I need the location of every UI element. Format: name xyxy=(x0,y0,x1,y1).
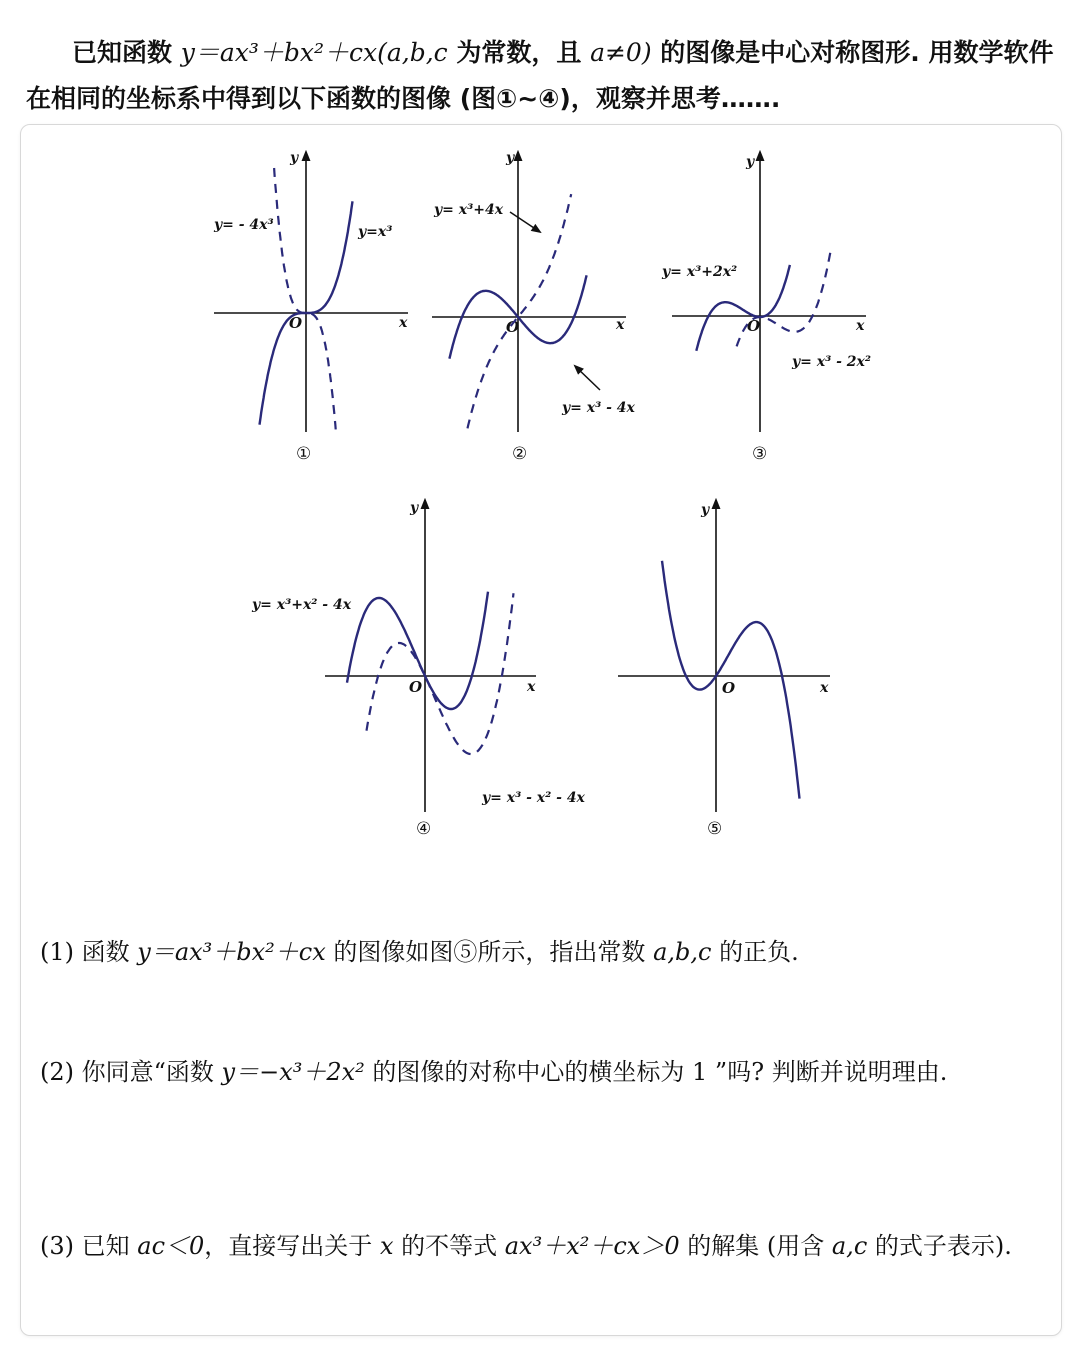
question-3 xyxy=(40,1218,1030,1274)
intro-text-3: 的图像是中心对称图形. 用数学软件在相同的坐标系中得到以下函数的图像 (图①~④)，观察并思考……. xyxy=(26,38,1054,113)
q3-text-e: 的式子表示). xyxy=(867,1232,1012,1260)
fig4-x-label: x xyxy=(527,679,536,695)
q3-text-a: 已知 xyxy=(74,1232,138,1260)
intro-text-2: 为常数，且 xyxy=(447,38,591,67)
fig2-pointer-b xyxy=(575,366,600,390)
fig4-number: ④ xyxy=(416,819,432,839)
fig1-x-label: x xyxy=(399,315,408,331)
fig4-label-a: y= x³+x² - 4x xyxy=(252,597,352,613)
q1-number: (1) xyxy=(40,938,74,966)
fig5-number: ⑤ xyxy=(707,819,723,839)
fig2-y-label: y xyxy=(506,150,515,166)
question-1 xyxy=(40,924,1040,980)
q2-text-b: 的图像的对称中心的横坐标为 1 ”吗? 判断并说明理由. xyxy=(364,1058,948,1086)
q1-math-b: a,b,c xyxy=(653,938,712,966)
fig4-curve-minus xyxy=(367,593,514,754)
q3-text-b: ，直接写出关于 xyxy=(204,1232,380,1260)
q3-math-c: ax³＋x²＋cx＞0 xyxy=(504,1232,680,1260)
q1-math-a: y＝ax³＋bx²＋cx xyxy=(137,938,326,966)
question-2 xyxy=(40,1044,1020,1100)
fig4-y-label: y xyxy=(410,500,419,516)
q2-number: (2) xyxy=(40,1058,74,1086)
fig3-number: ③ xyxy=(752,444,768,464)
intro-math-1: y＝ax³＋bx²＋cx(a,b,c xyxy=(180,38,448,67)
fig3-x-label: x xyxy=(856,318,865,334)
fig4-origin: O xyxy=(409,678,423,696)
fig1-label-b: y=x³ xyxy=(358,224,393,240)
fig2-label-a: y= x³+4x xyxy=(434,202,504,218)
intro-text-1: 已知函数 xyxy=(72,38,181,67)
q2-text-a: 你同意“函数 xyxy=(74,1058,222,1086)
fig3-label-a: y= x³+2x² xyxy=(662,264,738,280)
fig5-origin: O xyxy=(722,679,736,697)
q3-math-d: a,c xyxy=(831,1232,868,1260)
q1-text-b: 的图像如图⑤所示，指出常数 xyxy=(325,938,654,966)
q2-math-a: y＝−x³＋2x² xyxy=(221,1058,365,1086)
fig1-y-label: y xyxy=(290,150,299,166)
figure-1 xyxy=(213,150,408,464)
q1-text-a: 函数 xyxy=(74,938,138,966)
fig2-curve-plus4x xyxy=(468,194,572,428)
figure-5 xyxy=(618,500,830,839)
fig5-x-label: x xyxy=(820,680,829,696)
fig2-pointer-a xyxy=(510,212,540,232)
fig3-label-b: y= x³ - 2x² xyxy=(792,354,871,370)
fig1-number: ① xyxy=(296,444,312,464)
fig1-origin: O xyxy=(289,314,303,332)
fig2-origin: O xyxy=(506,318,520,336)
fig3-origin: O xyxy=(747,317,761,335)
intro-math-2: a≠0) xyxy=(590,38,652,67)
figure-3 xyxy=(661,152,871,464)
fig2-label-b: y= x³ - 4x xyxy=(562,400,635,416)
q3-number: (3) xyxy=(40,1232,74,1260)
q3-text-c: 的不等式 xyxy=(393,1232,505,1260)
figure-4 xyxy=(251,500,586,839)
fig2-number: ② xyxy=(512,444,528,464)
fig5-y-label: y xyxy=(701,502,710,518)
q3-math-b: x xyxy=(379,1232,394,1260)
figure-2 xyxy=(432,150,636,464)
fig4-label-b: y= x³ - x² - 4x xyxy=(482,790,585,806)
fig1-label-a: y= - 4x³ xyxy=(214,217,274,233)
fig3-y-label: y xyxy=(746,154,755,170)
q3-text-d: 的解集 (用含 xyxy=(679,1232,832,1260)
fig2-x-label: x xyxy=(616,317,625,333)
fig1-curve-neg4cubic xyxy=(274,168,336,429)
q1-text-c: 的正负. xyxy=(711,938,799,966)
q3-math-a: ac＜0 xyxy=(137,1232,205,1260)
